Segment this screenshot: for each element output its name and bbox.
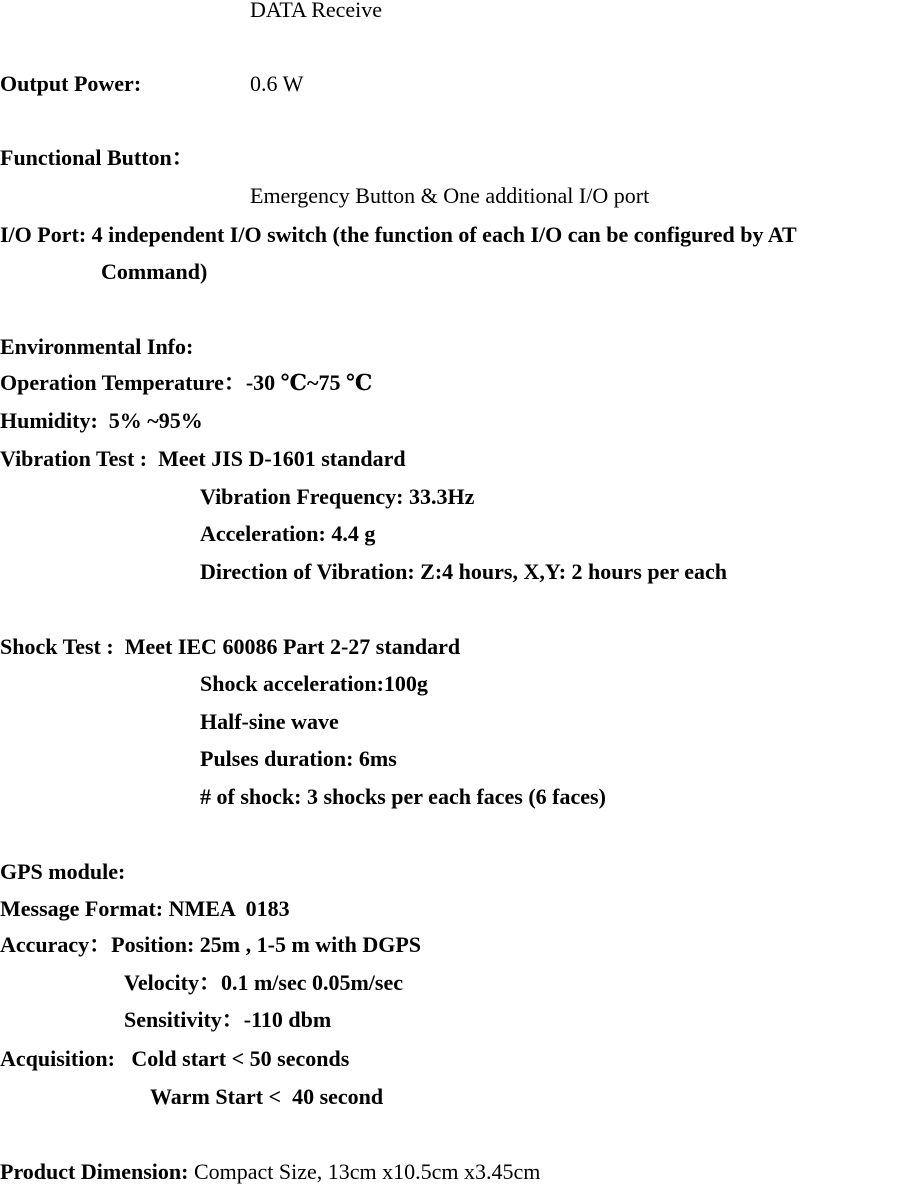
shock-count: # of shock: 3 shocks per each faces (6 faces) xyxy=(200,784,606,809)
gps-heading: GPS module: xyxy=(0,859,126,884)
vibration-frequency: Vibration Frequency: 33.3Hz xyxy=(200,484,475,509)
shock-test: Shock Test : Meet IEC 60086 Part 2-27 standard xyxy=(0,634,461,659)
environmental-heading: Environmental Info: xyxy=(0,334,194,359)
gps-message-format: Message Format: NMEA 0183 xyxy=(0,896,290,921)
shock-duration: Pulses duration: 6ms xyxy=(200,746,397,771)
output-power-label: Output Power: xyxy=(0,71,142,96)
gps-acquisition-warm: Warm Start < 40 second xyxy=(150,1084,384,1109)
humidity: Humidity: 5% ~95% xyxy=(0,408,203,433)
functional-button-label: Functional Button： xyxy=(0,145,194,170)
gps-accuracy: Accuracy：Position: 25m , 1-5 m with DGPS xyxy=(0,932,422,957)
vibration-test: Vibration Test : Meet JIS D-1601 standard xyxy=(0,446,406,471)
vibration-direction: Direction of Vibration: Z:4 hours, X,Y: 2 hours per each xyxy=(200,559,727,584)
functional-button-value: Emergency Button & One additional I/O port xyxy=(250,183,650,208)
gps-sensitivity: Sensitivity：-110 dbm xyxy=(124,1007,332,1032)
product-dimension-label: Product Dimension: xyxy=(0,1159,189,1184)
gps-acquisition-cold: Acquisition: Cold start < 50 seconds xyxy=(0,1046,350,1071)
vibration-acceleration: Acceleration: 4.4 g xyxy=(200,521,376,546)
gps-velocity: Velocity：0.1 m/sec 0.05m/sec xyxy=(124,970,404,995)
output-power-value: 0.6 W xyxy=(250,71,304,96)
io-port-line-2: Command) xyxy=(101,259,208,284)
operation-temperature: Operation Temperature：-30 ℃~75 ℃ xyxy=(0,370,373,395)
shock-wave: Half-sine wave xyxy=(200,709,339,734)
io-port-line-1: I/O Port: 4 independent I/O switch (the function of each I/O can be configured by AT xyxy=(0,222,797,247)
product-dimension-value: Compact Size, 13cm x10.5cm x3.45cm xyxy=(188,1159,541,1184)
data-receive-text: DATA Receive xyxy=(250,0,383,22)
product-dimension xyxy=(0,1159,540,1185)
shock-acceleration: Shock acceleration:100g xyxy=(200,671,428,696)
